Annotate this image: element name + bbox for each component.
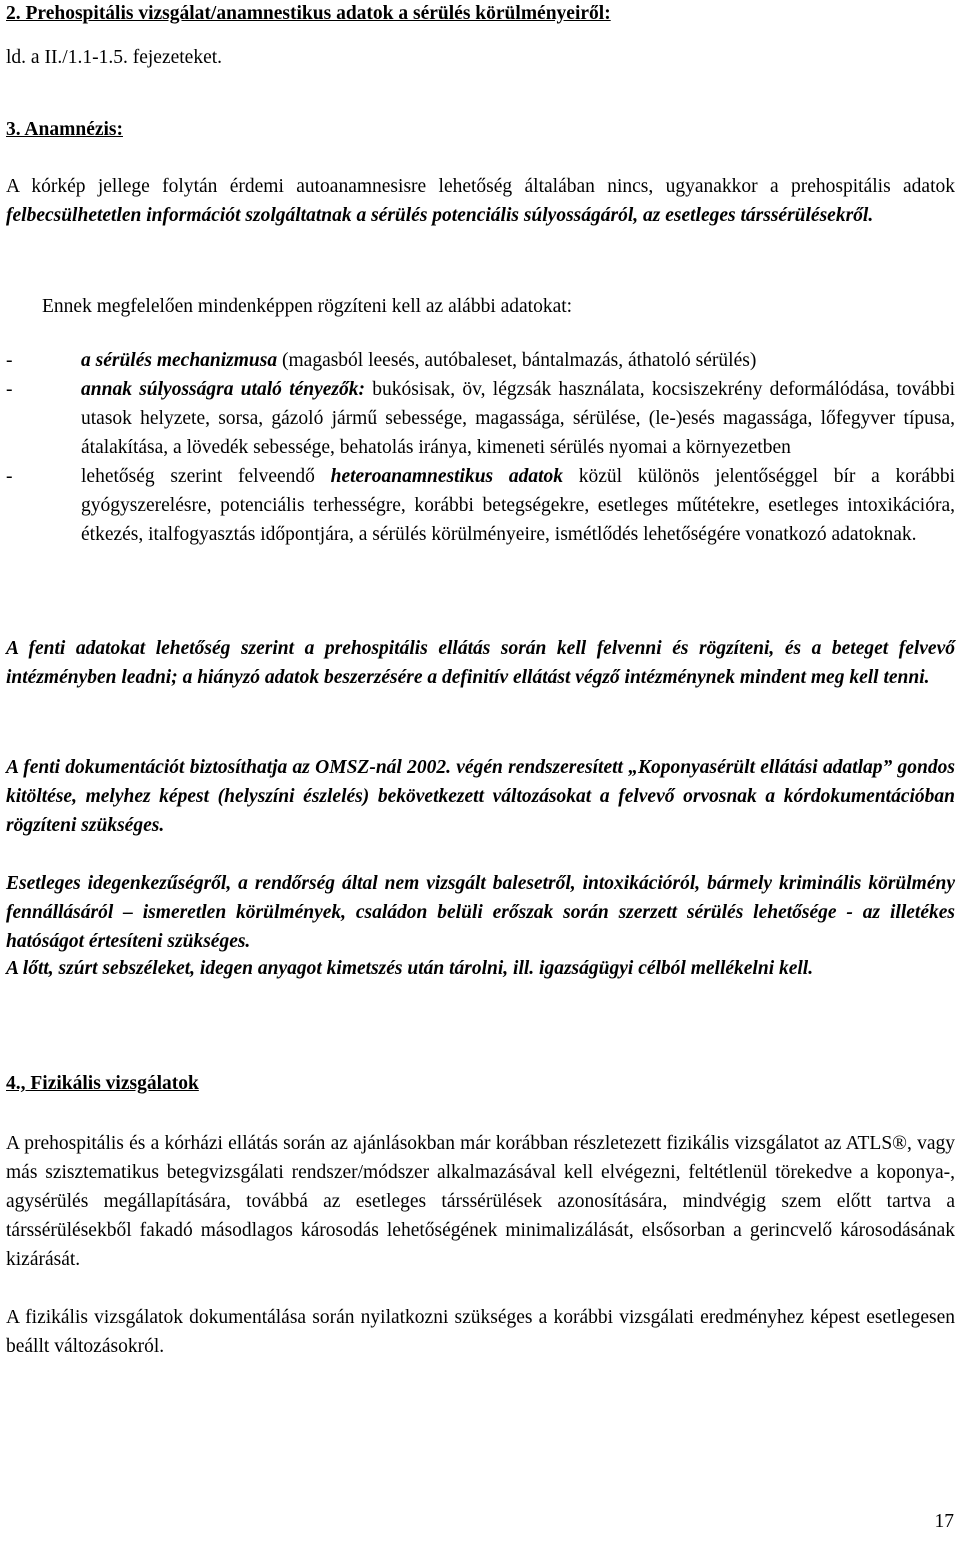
list-dash: - — [6, 466, 13, 487]
list-item-prefix: lehetőség szerint felveendő — [81, 466, 331, 487]
anamnesis-intro-plain: A kórkép jellege folytán érdemi autoanamnesisre lehetőség általában nincs, ugyanakkor a prehospitális adatok — [6, 176, 955, 197]
section-2-text: ld. a II./1.1-1.5. fejezeteket. — [6, 47, 223, 68]
bold-paragraph-2: A fenti dokumentációt biztosíthatja az OMSZ-nál 2002. végén rendszeresített „Koponyasérült ellátási adatlap” gondos kitöltése, melyhez képest (helyszíni észlelés) bekövetkezett változásokat a felvevő orvosnak a kórdokumentációban rögzíteni szükséges. — [6, 757, 955, 836]
list-item-text: (magasból leesés, autóbaleset, bántalmazás, áthatoló sérülés) — [277, 350, 757, 371]
record-items-list — [6, 346, 955, 549]
list-item-emphasis: annak súlyosságra utaló tényezők: — [81, 379, 365, 400]
bold-paragraph-4: A lőtt, szúrt sebszéleket, idegen anyagot kimetszés után tárolni, ill. igazságügyi célból mellékelni kell. — [6, 958, 814, 979]
physical-exam-paragraph-2: A fizikális vizsgálatok dokumentálása során nyilatkozni szükséges a korábbi vizsgálati eredményhez képest esetlegesen beállt változásokról. — [6, 1307, 955, 1357]
section-4-heading: 4., Fizikális vizsgálatok — [6, 1073, 199, 1094]
list-item-text: bukósisak, öv, légzsák használata, kocsiszekrény deformálódása, további utasok helyzete, sorsa, gázoló jármű sebessége, magassága, sérülése, (le-)esés magassága, lőfegyver típusa, átalakítása, a lövedék sebessége, behatolás iránya, kimeneti sérülés nyomai a környezetben — [81, 379, 955, 458]
bold-paragraph-1: A fenti adatokat lehetőség szerint a prehospitális ellátás során kell felvenni és rögzíteni, és a beteget felvevő intézményben leadni; a hiányzó adatok beszerzésére a definitív ellátást végző intézménynek mindent meg kell tenni. — [6, 638, 955, 688]
list-item — [6, 462, 955, 549]
list-item-text: közül különös jelentőséggel bír a korábbi gyógyszerelésre, potenciális terhességre, korábbi betegségekre, esetleges műtétekre, esetleges intoxikációra, étkezés, italfogyasztás időpontjára, a sérülés körülményeire, ismétlődés lehetőségére vonatkozó adatoknak. — [81, 466, 956, 545]
list-item — [6, 346, 955, 375]
page-number: 17 — [934, 1511, 954, 1532]
physical-exam-paragraph-1: A prehospitális és a kórházi ellátás során az ajánlásokban már korábban részletezett fizikális vizsgálatot az ATLS®, vagy más szisztematikus betegvizsgálati rendszer/módszer alkalmazásával kell elvégezni, feltétlenül törekedve a koponya-, agysérülés megállapítására, továbbá az esetleges társsérülések azonosítására, mindvégig szem előtt tartva a társsérülésekből fakadó másodlagos károsodás lehetőségének minimalizálását, elsősorban a gerincvelő károsodásának kizárását. — [6, 1133, 955, 1270]
anamnesis-intro — [6, 172, 955, 230]
list-item-emphasis: heteroanamnestikus adatok — [330, 466, 563, 487]
record-intro: Ennek megfelelően mindenképpen rögzíteni kell az alábbi adatokat: — [42, 296, 573, 317]
list-item-emphasis: a sérülés mechanizmusa — [81, 350, 278, 371]
section-2-heading: 2. Prehospitális vizsgálat/anamnestikus adatok a sérülés körülményeiről: — [6, 3, 611, 24]
section-3-heading: 3. Anamnézis: — [6, 119, 123, 140]
list-dash: - — [6, 350, 13, 371]
list-item — [6, 375, 955, 462]
bold-paragraph-3: Esetleges idegenkezűségről, a rendőrség által nem vizsgált balesetről, intoxikációról, bármely kriminális körülmény fennállásáról – ismeretlen körülmények, családon belüli erőszak során szerzett sérülés lehetősége - az illetékes hatóságot értesíteni szükséges. — [6, 873, 955, 952]
list-dash: - — [6, 379, 13, 400]
anamnesis-intro-emphasis: felbecsülhetetlen információt szolgáltatnak a sérülés potenciális súlyosságáról, az esetleges társsérülésekről. — [6, 205, 874, 226]
